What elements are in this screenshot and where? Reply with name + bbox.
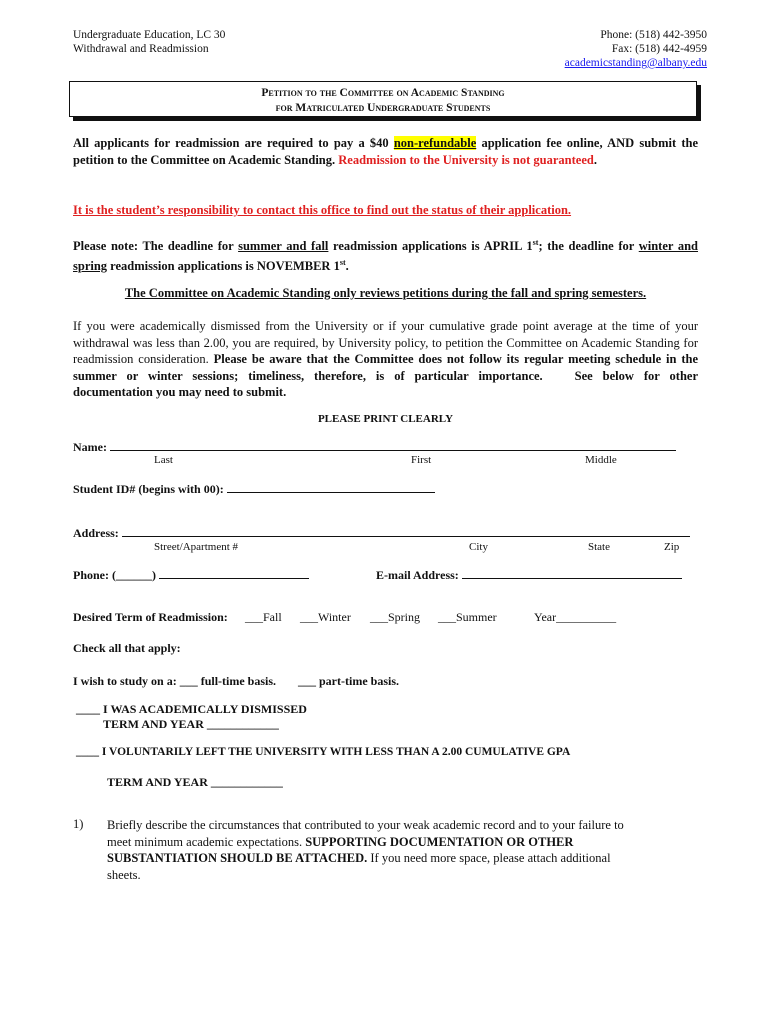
question-1-prompt: Briefly describe the circumstances that contributed to your weak academic record and to your failure to meet minimum academic expectations. xyxy=(107,818,624,849)
question-1-number: 1) xyxy=(73,817,84,831)
check-all-label: Check all that apply: xyxy=(73,641,181,655)
phone-number: Phone: (518) 442-3950 xyxy=(600,29,707,41)
student-id-row xyxy=(73,481,435,497)
fee-period: . xyxy=(593,152,597,167)
first-name-caption: First xyxy=(411,454,432,466)
middle-name-caption: Middle xyxy=(585,454,617,466)
schedule-warning: Please be aware that the Committee does not follow its regular meeting schedule in the summer or winter sessions; timeliness, therefore, is of particular importance. xyxy=(73,352,699,383)
name-label: Name: xyxy=(73,440,110,454)
email-row xyxy=(376,567,682,583)
email-field[interactable] xyxy=(462,567,682,579)
term-year-field[interactable]: Year__________ xyxy=(534,610,617,624)
committee-review-notice: The Committee on Academic Standing only reviews petitions during the fall and spring semesters. xyxy=(124,286,647,300)
phone-field[interactable] xyxy=(159,567,309,579)
non-refundable-highlight: non-refundable xyxy=(393,136,477,150)
summer-fall-text: summer and fall xyxy=(238,239,329,254)
name-row xyxy=(73,439,676,455)
address-field[interactable] xyxy=(122,525,690,537)
city-caption: City xyxy=(469,541,488,553)
academically-dismissed-check[interactable]: ____ I WAS ACADEMICALLY DISMISSED xyxy=(76,702,307,716)
policy-text: If you were academically dismissed from the University or if your cumulative grade point average at the time of your withdrawal was less than 2.00, you are required, by University policy, to petition the Committee on Academic Standing for readmission consideration. xyxy=(73,319,698,366)
title-line-1: Petition to the Committee on Academic Standing xyxy=(261,87,505,99)
state-caption: State xyxy=(588,541,610,553)
fax-number: Fax: (518) 442-4959 xyxy=(611,43,707,55)
phone-row xyxy=(73,567,309,583)
responsibility-notice: It is the student’s responsibility to contact this office to find out the status of their application. xyxy=(73,203,572,217)
ordinal-suffix-1: st xyxy=(532,238,539,247)
print-clearly-label: PLEASE PRINT CLEARLY xyxy=(317,413,454,425)
full-time-option[interactable]: I wish to study on a: ___ full-time basis. xyxy=(73,674,277,688)
term-fall-option[interactable]: ___Fall xyxy=(245,610,282,624)
documentation-note: See below for other documentation you may need to submit. xyxy=(73,368,699,399)
page-title xyxy=(69,81,697,117)
office-address xyxy=(73,28,225,56)
street-caption: Street/Apartment # xyxy=(154,541,239,553)
deadline-period: . xyxy=(345,258,349,273)
voluntarily-left-check[interactable]: ____ I VOLUNTARILY LEFT THE UNIVERSITY WITH LESS THAN A 2.00 CUMULATIVE GPA xyxy=(76,746,571,758)
title-line-2: for Matriculated Undergraduate Students xyxy=(275,102,491,114)
email-link[interactable]: academicstanding@albany.edu xyxy=(564,57,707,69)
voluntary-term-year[interactable]: TERM AND YEAR ____________ xyxy=(107,775,283,789)
documentation-requirement: SUPPORTING DOCUMENTATION OR OTHER SUBSTANTIATION SHOULD BE ATTACHED. xyxy=(107,834,574,865)
deadline-text-2: readmission applications is APRIL 1 xyxy=(328,239,533,254)
last-name-caption: Last xyxy=(154,454,173,466)
term-winter-option[interactable]: ___Winter xyxy=(300,610,351,624)
student-id-field[interactable] xyxy=(227,481,435,493)
student-id-label: Student ID# (begins with 00): xyxy=(73,482,227,496)
office-line-2: Withdrawal and Readmission xyxy=(73,43,209,55)
zip-caption: Zip xyxy=(664,541,680,553)
office-line-1: Undergraduate Education, LC 30 xyxy=(73,29,226,41)
address-label: Address: xyxy=(73,526,122,540)
fee-text: All applicants for readmission are required to pay a $40 xyxy=(73,136,394,150)
name-field[interactable] xyxy=(110,439,676,451)
part-time-option[interactable]: ___ part-time basis. xyxy=(298,674,399,688)
deadline-text-4: readmission applications is NOVEMBER 1 xyxy=(107,258,340,273)
email-label: E-mail Address: xyxy=(376,568,462,582)
winter-spring-text: winter and spring xyxy=(73,239,699,273)
fee-text-2: application fee online, AND submit the petition to the Committee on Academic Standing. xyxy=(73,136,698,167)
deadline-text-3: ; the deadline for xyxy=(538,239,639,254)
dismissed-term-year[interactable]: TERM AND YEAR ____________ xyxy=(103,717,279,731)
question-1-text xyxy=(107,817,637,883)
phone-label: Phone: (______) xyxy=(73,568,159,582)
deadline-note xyxy=(73,235,698,274)
term-spring-option[interactable]: ___Spring xyxy=(370,610,421,624)
extra-sheets-note: If you need more space, please attach additional sheets. xyxy=(107,851,611,882)
fee-paragraph xyxy=(73,135,698,168)
address-row xyxy=(73,525,690,541)
term-summer-option[interactable]: ___Summer xyxy=(438,610,497,624)
deadline-text-1: Please note: The deadline for xyxy=(73,239,239,254)
not-guaranteed-warning: Readmission to the University is not guaranteed xyxy=(338,152,594,167)
desired-term-label: Desired Term of Readmission: xyxy=(73,610,228,624)
dismissal-policy-paragraph xyxy=(73,318,698,401)
ordinal-suffix-2: st xyxy=(339,257,346,267)
office-contact xyxy=(565,28,707,70)
